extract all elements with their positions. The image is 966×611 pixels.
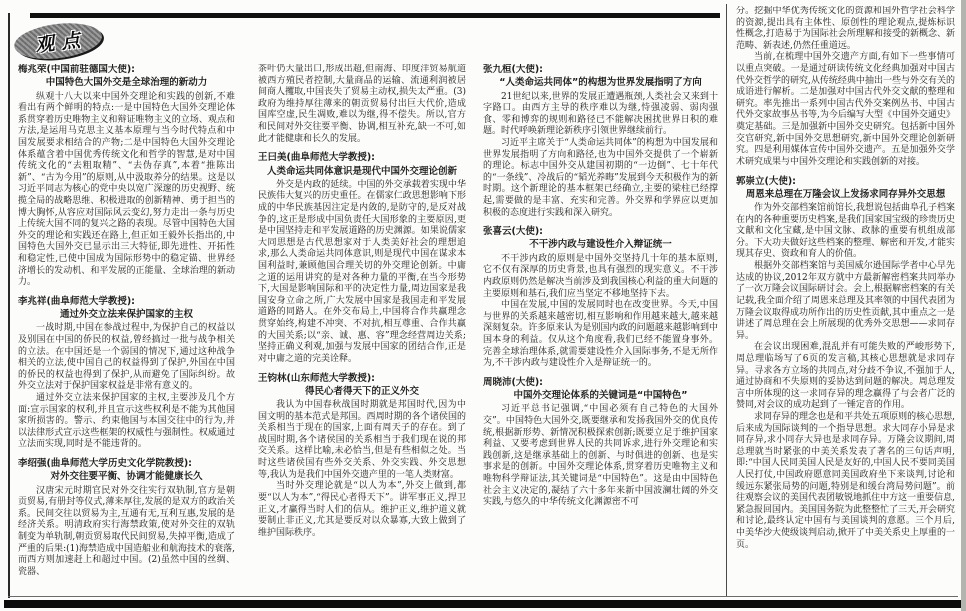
article-title: 人类命运共同体意识是现代中国外交理论创新 [266, 165, 457, 177]
column-divider [726, 4, 727, 597]
column-2 [258, 64, 466, 595]
article-title: 周恩来总理在万隆会议上发扬求同存异外交思想 [745, 188, 946, 200]
left-rule [8, 13, 10, 598]
article-speaker: 郭崇立(大使): [736, 175, 796, 187]
article-title: 不干涉内政与建设性介入辩证统一 [529, 239, 672, 251]
article-speaker: 张九桓(大使): [483, 64, 543, 75]
article-speaker: 李绍强(曲阜师范大学历史文化学院教授): [18, 458, 192, 470]
article-title: 对外交往要平衡、协调才能健康长久 [50, 471, 203, 483]
article-speaker: 李兆祥(曲阜师范大学教授): [18, 295, 135, 307]
article-paragraph: 习近平主席关于“人类命运共同体”的构想为中国发展和世界发展指明了方向和路径,也为中国外交提供了一个崭新的理论。标志中国外交从建国初期的“一边倒”、七十年代的“一条线”、冷战后的“韬光养晦”发展到今天积极作为的新时期。这个新理论的基本框架已经确立,主要的梁柱已经撑起,需要做的是丰富、充实和完善。外交界和学界应以更加积极的态度进行实践和深入研究。 [483, 137, 718, 218]
article-paragraph: 21世纪以来,世界的发展正遭遇瓶颈,人类社会又来到十字路口。由西方主导的秩序难以为继,恃强凌弱、弱肉强食、零和博弈的规则和路径已不能解决困扰世界日积的难题。时代呼唤新理论新秩序引领世界继续前行。 [483, 91, 718, 137]
article-paragraph: 通过外交立法来保护国家的主权,主要涉及几个方面:宣示国家的权利,并且宣示这些权利是不能为其他国家所损害的。警示、约束他国与本国交往中的行为,并以法律形式宣示这些框架的权威性与强制性。权威通过立法而实现,同时是不能违背的。 [18, 393, 235, 450]
article-paragraph: 作为外交部档案馆前馆长,我想说包括曲阜孔子档案在内的各种重要历史档案,是我们国家国宝级的珍贵历史文献和文化宝藏,是中国文脉、政脉的重要有机组成部分。下大功夫做好这些档案的整理、解密和开发,才能实现其存史、资政和育人的价值。 [736, 203, 955, 260]
bottom-rule [4, 600, 962, 608]
article-title: 得民心者得天下的正义外交 [304, 385, 419, 397]
viewpoint-logo-text: 观点 [33, 28, 89, 57]
article-speaker: 王曰美(曲阜师范大学教授): [258, 152, 375, 164]
article-paragraph: 当前,在梳理中国外交遗产方面,有如下一些事情可以重点突破。一是通过研读传统文化经典加强对中国古代外交哲学的研究,从传统经典中抽出一些与外交有关的成语进行解析。二是加强对中国古代外交文献的整理和研究。率先推出一系列中国古代外交案例丛书、中国古代外交家故事丛书等,为今后编写大型《中国外交通史》奠定基础。三是加强新中国外交史研究。包括新中国外交官研究,新中国外交思想研究,新中国外交理论创新研究。四是利用媒体宣传中国外交遗产。五是加强外交学术研究成果与中国外交理论和实践创新的对接。 [736, 52, 955, 167]
article-paragraph: 中国在发展,中国的发展同时也在改变世界。今天,中国与世界的关系越来越密切,相互影响和作用越来越大,越来越深刻复杂。许多原来认为是别国内政的问题越来越影响到中国本身的利益。仅从这个角度看,我们已经不能置身事外。完善全球治理体系,就需要建设性介入国际事务,不是无所作为,不干涉内政与建设性介入是辩证统一的。 [483, 300, 718, 369]
article-title: 中国特色大国外交是全球治理的新动力 [45, 77, 208, 89]
article-paragraph: 当时外交理论就是“以人为本”,外交上做到,都要“以人为本”,“得民心者得天下”。讲军事正义,捍卫正义,才赢得当时人们的信从。维护正义,维护道义就要制止非正义,尤其是要反对以众暴寡,大致上做到了维护国际秩序。 [258, 481, 466, 538]
article-paragraph: 茶叶仍大量出口,形成出超,但南海、印度洋贸易航道被西方殖民者控制,大量商品的运输、流通利润被居间商人攫取,中国丧失了贸易主动权,损失太严重。(3)政府为维持厚往薄来的朝贡贸易付出巨大代价,造成国库空虚,民生凋败,难以为继,得不偿失。所以,官方和民间对外交往要平衡、协调,相互补充,缺一不可,如此才能健康和长久的发展。 [258, 64, 466, 144]
article-speaker: 梅兆荣(中国前驻德国大使): [18, 64, 135, 75]
article-paragraph: 不干涉内政的原则是中国外交坚持几十年的基本原则,它不仅有深厚的历史背景,也具有强烈的现实意义。不干涉内政原则仍然是解决当前涉及到我国核心利益的重大问题的主要原则和基石,我们应当坚定不移地坚持下去。 [483, 253, 718, 299]
bottom-thin-rule [8, 596, 958, 597]
article-paragraph: 一战时期,中国在参战过程中,为保护自己的权益以及别国在中国的侨民的权益,曾经搞过一批与战争相关的立法。在中国还是一个弱国的情况下,通过这种战争相关的立法,使中国自己的权益得到了保护,外国在中国的侨民的权益也得到了保护,从而避免了国际纠纷。故外交立法对于保护国家权益是非常有意义的。 [18, 323, 235, 392]
article-paragraph: 分。挖掘中华优秀传统文化的资源和国外哲学社会科学的资源,提出具有主体性、原创性的理论观点,提炼标识性概念,打造易于为国际社会所理解和接受的新概念、新范畴、新表述,仍然任重道远。 [736, 6, 955, 51]
article-speaker: 周晓沛(大使): [483, 376, 543, 388]
article-title: 通过外交立法来保护国家的主权 [59, 309, 193, 321]
viewpoint-logo [12, 19, 103, 63]
article-title: “人类命运共同体”的构想为世界发展指明了方向 [499, 77, 702, 89]
article-paragraph: 在会议出现困难,混乱并有可能失败的严峻形势下,周总理临场写了6页的发言稿,其核心思想就是求同存异。寻求各方立场的共同点,对分歧不争议,不强加于人,通过协商和不失原则的妥协达到问题的解决。周总理发言中所体现的这一求同存异的理念赢得了与会者广泛的赞同,对会议的成功起到了一锤定音的作用。 [736, 342, 955, 411]
article-paragraph: 外交是内政的延续。中国的外交承载着实现中华民族伟大复兴的历史重任。在儒家仁政思想影响下形成的中华民族基因注定是内敛的,是防守的,是反对战争的,这正是形成中国负责任大国形象的主要原因,更是中国坚持走和平发展道路的历史渊源。如果说儒家大同思想是古代思想家对于人类美好社会的理想追求,那么人类命运共同体意识,则是现代中国在谋求本国利益时,兼顾他国合理关切的外交理论创新。中庸之道的运用讲究的是对各种力量的平衡,在当今形势下,大国是影响国际和平的决定性力量,周边国家是我国安身立命之所,广大发展中国家是我国走和平发展道路的同路人。在外交布局上,中国将合作共赢理念贯穿始终,构建不冲突、不对抗,相互尊重、合作共赢的大国关系;以“亲、诚、惠、容”理念经营周边关系;坚持正确义利观,加强与发展中国家的团结合作,正是对中庸之道的完美诠释。 [258, 179, 466, 364]
article-paragraph: 我认为中国春秋战国时期就是邦国时代,因为中国文明的基本范式是邦国。西周时期的各个诸侯国的关系相当于现在的国家,上面有周天子的存在。到了战国时期,各个诸侯国的关系相当于我们现在说的邦交关系。这样比喻,未必恰当,但是有些相似之处。当时这些诸侯国有些外交关系、外交实践、外交思想等,我认为是我们中国外交遗产里的一笔人类财富。 [258, 400, 466, 480]
article-speaker: 王钧林(山东师范大学教授): [258, 372, 375, 384]
column-3 [483, 64, 718, 595]
top-rule [30, 13, 720, 18]
article-paragraph: 求同存异的理念也是和平共处五项原则的核心思想,后来成为国际谈判的一个指导思想。求大同存小异是求同存异,求小同存大异也是求同存异。万隆会议期间,周总理就当时紧张的中美关系发表了著名的三句话声明,即:“中国人民同美国人民是友好的,中国人民不要同美国人民打仗,中国政府愿意同美国政府坐下来谈判,讨论和缓远东紧张局势的问题,特别是和缓台湾局势问题”。前往观察会议的美国代表团敏锐地抓住中方这一重要信息,紧急报回国内。美国国务院为此整整忙了三天,开会研究和讨论,最终认定中国有与美国谈判的意愿。三个月后,中美华沙大使级谈判启动,掀开了中美关系史上厚重的一页。 [736, 412, 955, 550]
article-paragraph: 汉唐宋元时期官民对外交往实行双轨制,官方是朝贡贸易,有册封等仪式,薄来厚往,发展的是双方的政治关系。民间交往以贸易为主,互通有无,互利互惠,发展的是经济关系。明清政府实行海禁政策,使对外交往的双轨制变为单轨制,朝贡贸易取代民间贸易,失掉平衡,造成了严重的后果:(1)海禁造成中国造船业和航海技术的衰落,而西方则加速赶上和超过中国。(2)虽然中国的丝绸、瓷器、 [18, 485, 235, 577]
page-edge [961, 0, 966, 611]
article-paragraph: 根据外交部档案馆与美国威尔逊国际学者中心早先达成的协议,2012年双方就中方最新解密档案共同举办了一次万隆会议国际研讨会。会上,根据解密档案的有关记载,我全面介绍了周恩来总理及其率领的中国代表团为万隆会议取得成功所作出的历史性贡献,其中重点之一是讲述了周总理在会上所展现的优秀外交思想——求同存异。 [736, 261, 955, 341]
column-4 [736, 6, 955, 595]
article-paragraph: 纵观十八大以来中国外交理论和实践的创新,不难看出有两个鲜明的特点:一是中国特色大国外交理论体系贯穿着历史唯物主义和辩证唯物主义的立场、观点和方法,是运用马克思主义基本原理与当今时代特点和中国发展要求相结合的产物;二是中国特色大国外交理论体系蕴含着中国优秀传统文化和哲学的智慧,是对中国传统文化的“去粗取精”、“去伪存真”,本着“推陈出新”、“古为今用”的原则,从中汲取养分的结果。这是以习近平同志为核心的党中央以宽广深邃的历史视野、统揽全局的战略思维、积极进取的创新精神、勇于担当的博大胸怀,从容应对国际风云变幻,努力走出一条与历史上传统大国不同的复兴之路的表现。尽管中国特色大国外交的理论和实践还在路上,但正如王毅外长指出的,中国特色大国外交已显示出三大特征,即先进性、开拓性和稳定性,已使中国成为国际形势中的稳定锚、世界经济增长的发动机、和平发展的正能量、全球治理的新动力。 [18, 91, 235, 288]
column-1 [18, 64, 235, 595]
article-paragraph: 习近平总书记强调,“中国必须有自己特色的大国外交”。中国特色大国外交,既要继承和发扬我国外交的优良传统,根据新形势、新情况积极探索创新;既要立足于维护国家利益、又要考虑到世界人民的共同诉求,进行外交理论和实践创新,这是继承基础上的创新、与时俱进的创新、也是实事求是的创新。中国外交理论体系,贯穿着历史唯物主义和唯物科学辩证法,其关键词是“中国特色”。这是由中国特色社会主义决定的,凝结了六十多年来新中国波澜壮阔的外交实践,与悠久的中华传统文化渊源密不可 [483, 404, 718, 508]
article-title: 中国外交理论体系的关键词是“中国特色” [513, 390, 688, 402]
article-speaker: 张喜云(大使): [483, 226, 543, 238]
